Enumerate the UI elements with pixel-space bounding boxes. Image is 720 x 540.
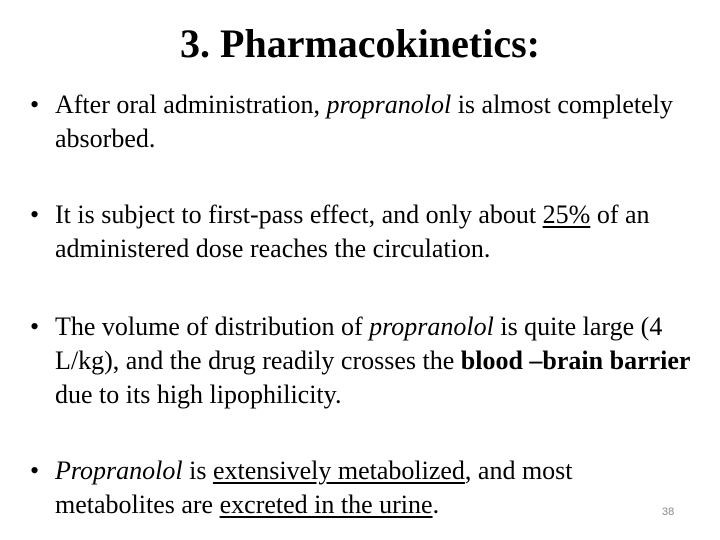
- slide-title: 3. Pharmacokinetics:: [180, 21, 540, 66]
- text-run: After oral administration,: [55, 90, 327, 119]
- text-run: It is subject to first-pass effect, and only about: [55, 200, 543, 229]
- underlined-phrase: extensively metabolized: [212, 456, 465, 485]
- bullet-text: [55, 454, 698, 522]
- page-number: 38: [662, 506, 675, 518]
- underlined-phrase: excreted in the urine: [219, 490, 433, 519]
- bullet-item: [30, 198, 698, 266]
- text-run: is almost completely absorbed.: [55, 90, 673, 153]
- bullet-text: [55, 198, 698, 266]
- bullet-dot: •: [30, 90, 40, 119]
- bullet-dot: •: [30, 200, 40, 229]
- blood-brain-barrier-bold: blood –brain barrier: [460, 346, 691, 375]
- text-run: is quite large (4 L/kg), and the drug readily crosses the: [55, 312, 663, 375]
- text-run: , and most metabolites are: [55, 456, 573, 519]
- bullet-item: [30, 454, 698, 522]
- text-run: The volume of distribution of: [55, 312, 370, 341]
- drug-name-italic: propranolol: [326, 90, 452, 119]
- bullet-item: [30, 310, 698, 412]
- bullet-item: [30, 88, 698, 156]
- drug-name-italic: propranolol: [369, 312, 494, 341]
- bullet-dot: •: [30, 312, 40, 341]
- bullet-text: [55, 310, 698, 412]
- bullet-text: [55, 88, 698, 156]
- text-run: .: [432, 490, 440, 519]
- text-run: of an administered dose reaches the circulation.: [55, 200, 650, 263]
- bullet-dot: •: [30, 456, 40, 485]
- text-run: due to its high lipophilicity.: [55, 380, 342, 409]
- underlined-percentage: 25%: [542, 200, 591, 229]
- text-run: is: [182, 456, 213, 485]
- drug-name-italic: Propranolol: [55, 456, 183, 485]
